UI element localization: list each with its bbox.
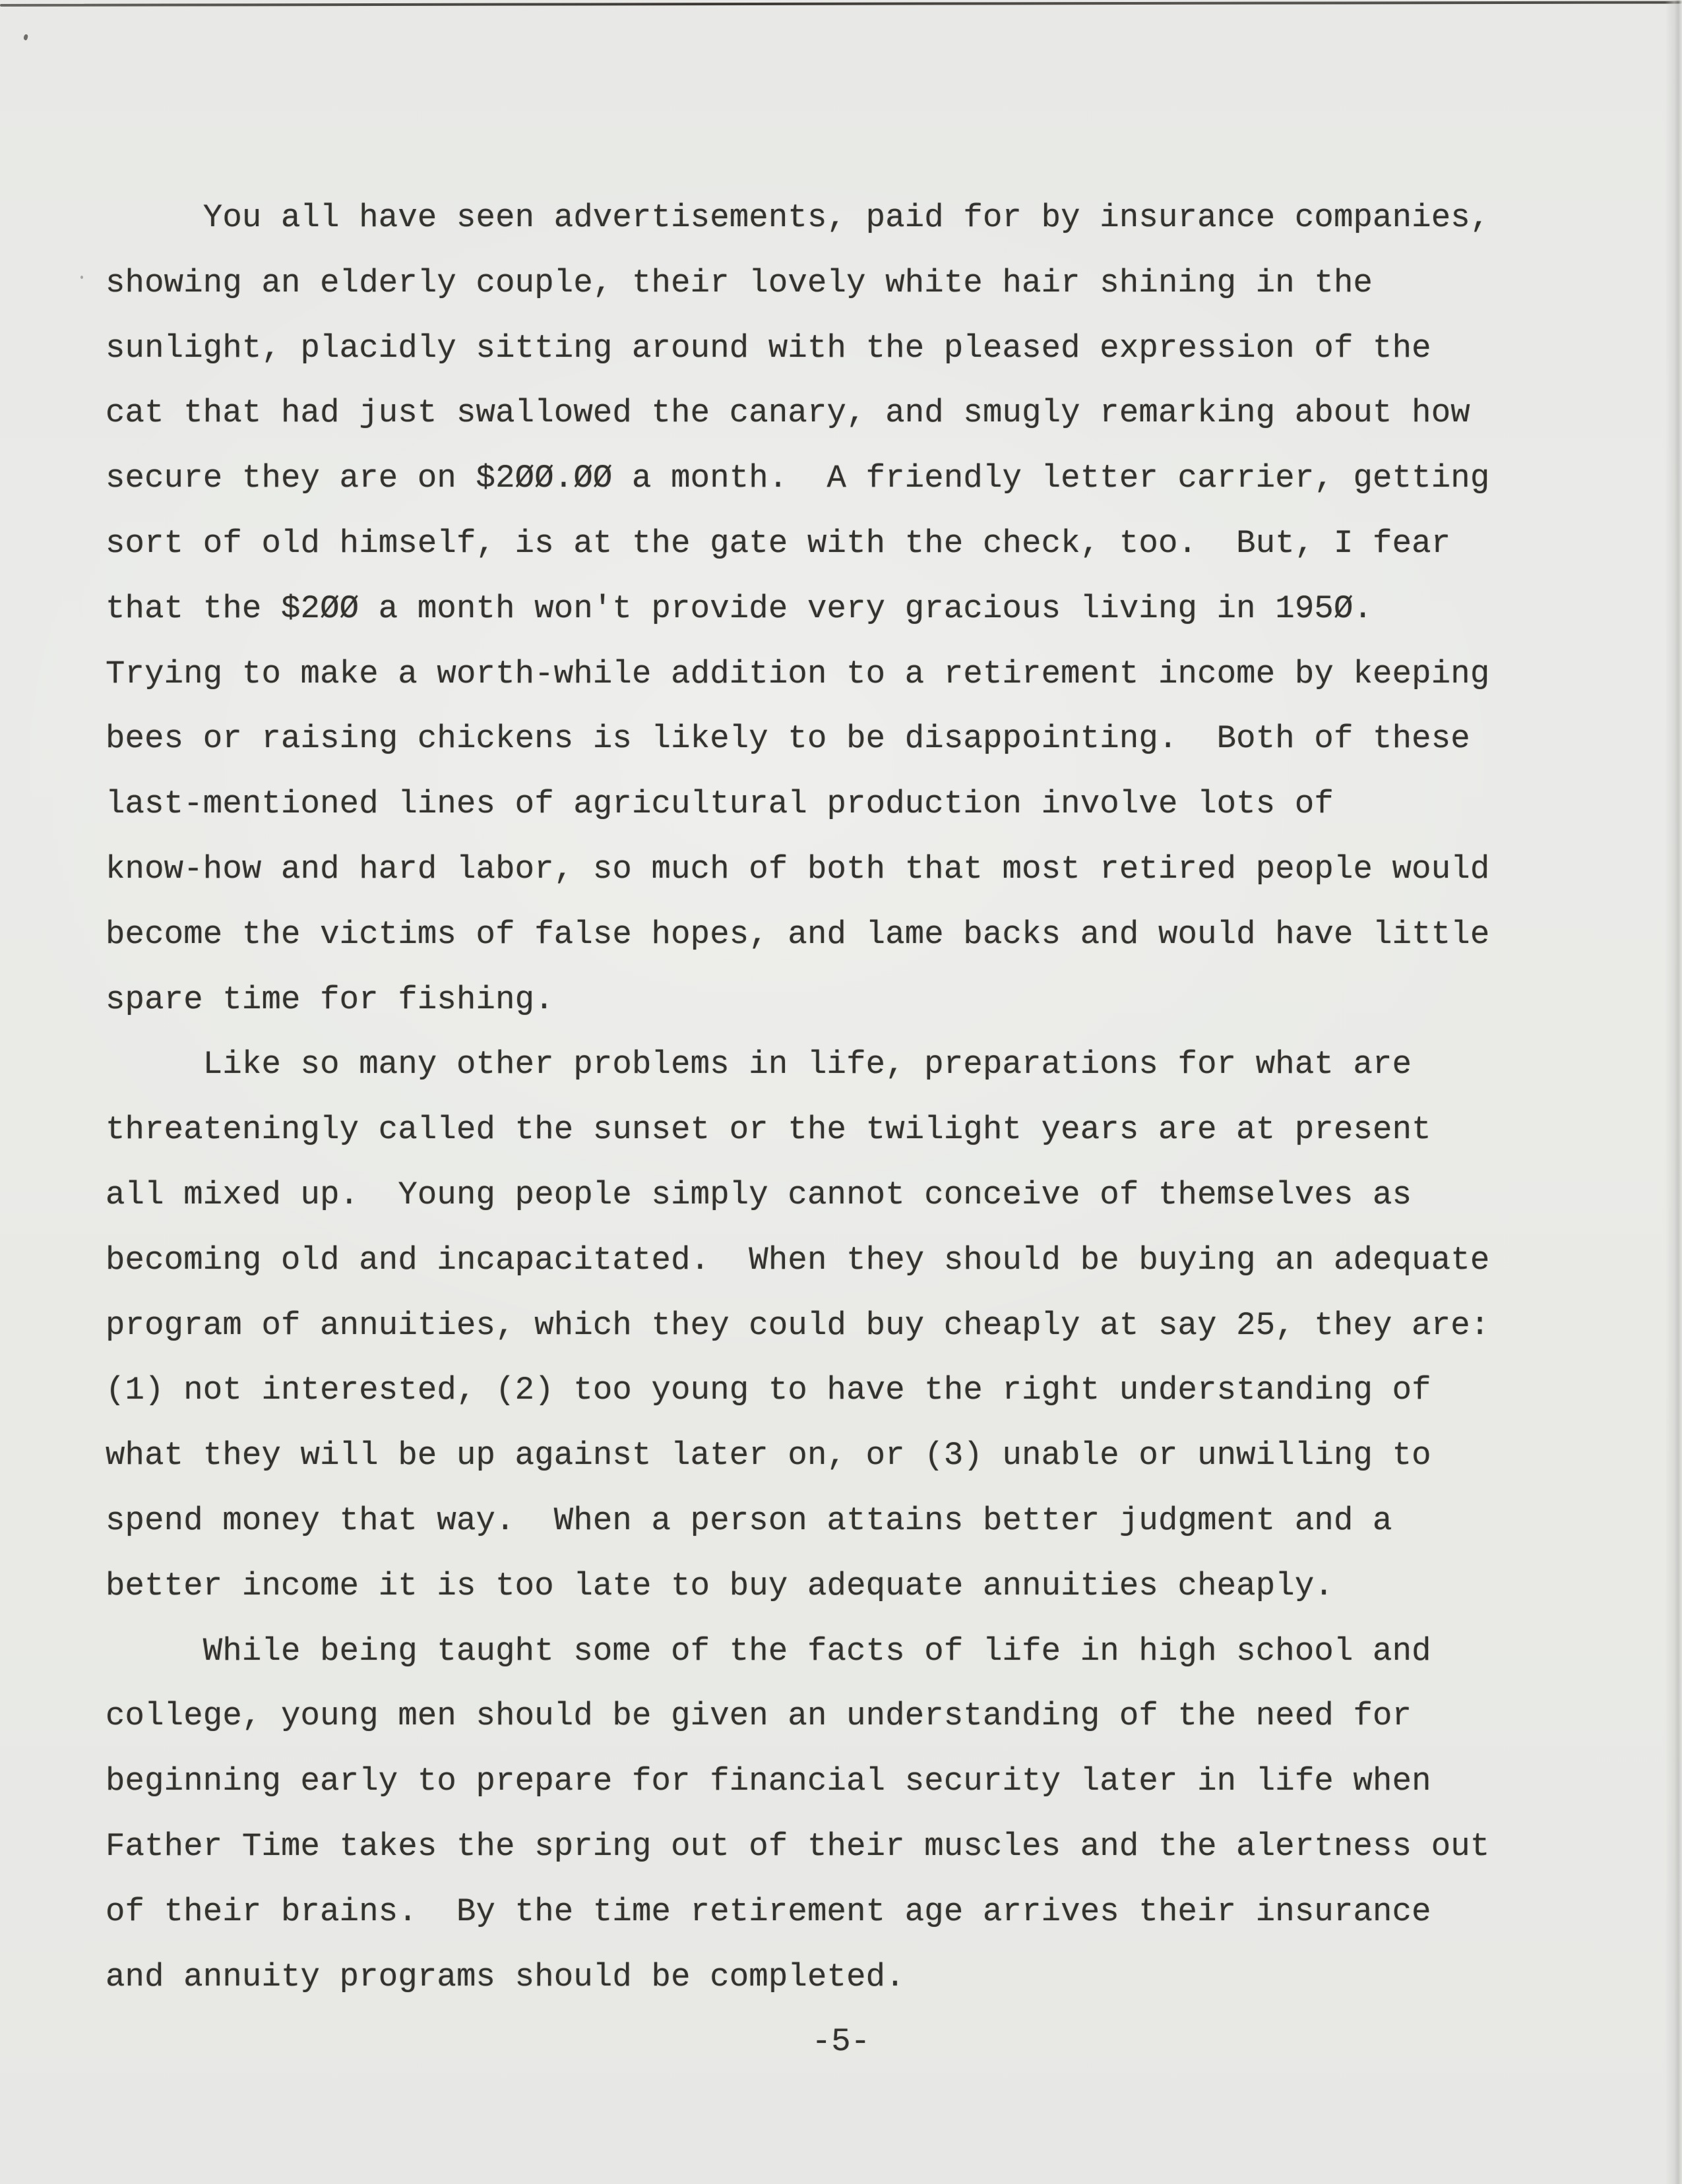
text-line: Like so many other problems in life, preparations for what are: [106, 1046, 1412, 1083]
text-line: cat that had just swallowed the canary, and smugly remarking about how: [106, 394, 1470, 432]
text-line: Father Time takes the spring out of their muscles and the alertness out: [106, 1827, 1490, 1865]
text-line: beginning early to prepare for financial security later in life when: [106, 1763, 1431, 1800]
text-line: what they will be up against later on, or (3) unable or unwilling to: [106, 1437, 1431, 1474]
scan-speck: [23, 34, 28, 40]
text-line: sunlight, placidly sitting around with the pleased expression of the: [106, 329, 1431, 367]
text-line: spare time for fishing.: [106, 981, 554, 1018]
page-number: -5-: [811, 2023, 871, 2060]
text-line: threateningly called the sunset or the twilight years are at present: [106, 1111, 1431, 1149]
text-line: last-mentioned lines of agricultural production involve lots of: [106, 785, 1334, 823]
text-line: know-how and hard labor, so much of both that most retired people would: [106, 850, 1490, 888]
text-line: sort of old himself, is at the gate with the check, too. But, I fear: [106, 524, 1451, 562]
text-line: that the $2ØØ a month won't provide very gracious living in 195Ø.: [106, 590, 1373, 627]
text-line: become the victims of false hopes, and lame backs and would have little: [106, 915, 1490, 953]
paragraph-3: [106, 1619, 1489, 2010]
text-line: spend money that way. When a person attains better judgment and a: [106, 1502, 1392, 1539]
text-line: becoming old and incapacitated. When they should be buying an adequate: [106, 1241, 1490, 1279]
text-line: of their brains. By the time retirement age arrives their insurance: [106, 1893, 1431, 1930]
text-line: Trying to make a worth-while addition to a retirement income by keeping: [106, 655, 1490, 692]
text-line: showing an elderly couple, their lovely white hair shining in the: [106, 264, 1373, 301]
text-line: better income it is too late to buy adequate annuities cheaply.: [106, 1567, 1334, 1604]
text-line: and annuity programs should be completed.: [106, 1958, 905, 1995]
text-line: program of annuities, which they could buy cheaply at say 25, they are:: [106, 1306, 1490, 1344]
paragraph-2: [106, 1032, 1489, 1618]
text-line: While being taught some of the facts of life in high school and: [106, 1632, 1431, 1670]
text-line: secure they are on $2ØØ.ØØ a month. A friendly letter carrier, getting: [106, 460, 1490, 497]
scan-speck: [80, 276, 83, 279]
page-body-text: [106, 185, 1489, 2009]
text-line: all mixed up. Young people simply cannot conceive of themselves as: [106, 1176, 1412, 1213]
text-line: bees or raising chickens is likely to be disappointing. Both of these: [106, 720, 1470, 758]
paper-right-edge-shadow: [1665, 0, 1682, 2184]
paragraph-1: [106, 185, 1489, 1032]
text-line: college, young men should be given an understanding of the need for: [106, 1697, 1412, 1735]
text-line: You all have seen advertisements, paid for by insurance companies,: [106, 199, 1490, 236]
text-line: (1) not interested, (2) too young to have the right understanding of: [106, 1372, 1431, 1409]
